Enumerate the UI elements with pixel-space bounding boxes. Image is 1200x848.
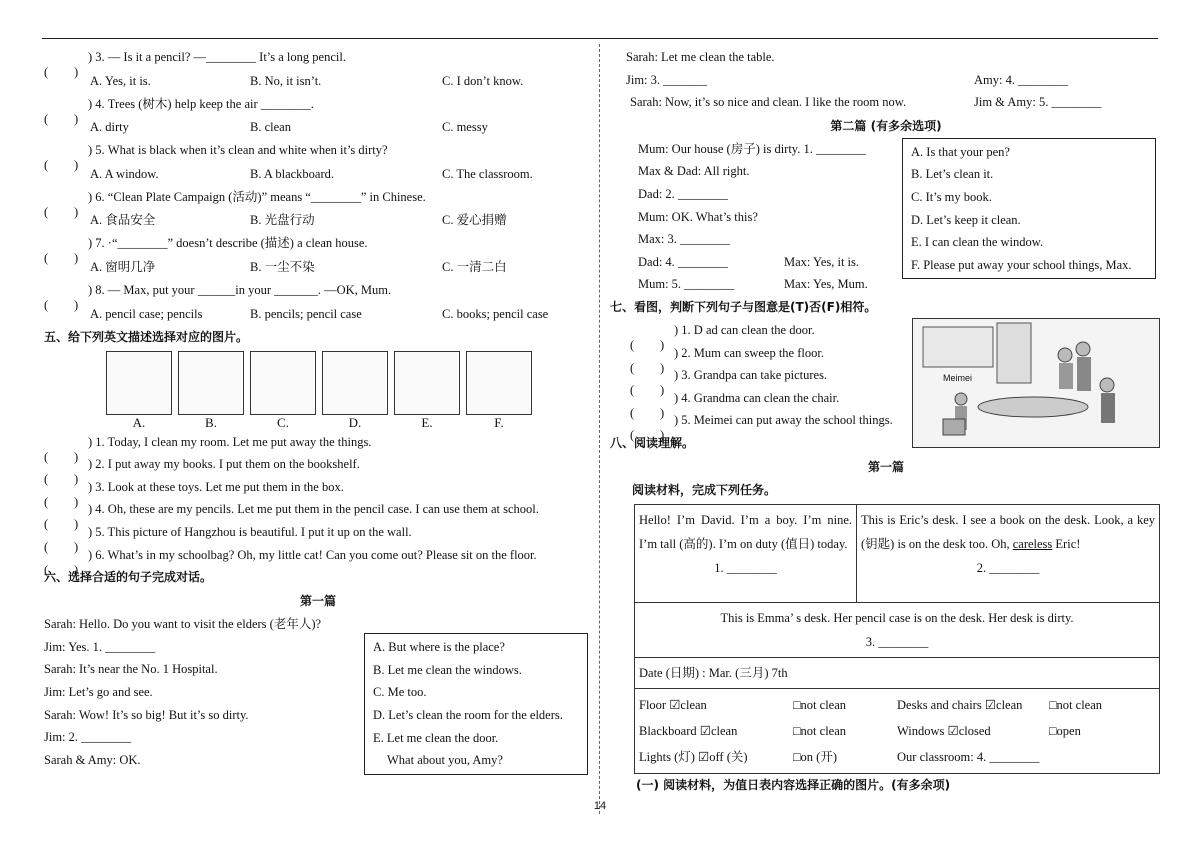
matching-item-6 — [44, 544, 592, 567]
dialog-line: Max: Yes, it is. — [784, 254, 860, 269]
item-text: ) 1. Today, I clean my room. Let me put away the things. — [88, 434, 372, 449]
picture-row — [44, 351, 592, 431]
question-text: — Is it a pencil? —________ It’s a long pencil. — [107, 50, 346, 64]
page-number: 14 — [593, 800, 607, 812]
blank-3: 3. ________ — [865, 634, 929, 649]
item-text: ) 5. This picture of Hangzhou is beautiful. I put it up on the wall. — [88, 524, 412, 539]
duty-cell: Desks and chairs ☑clean — [897, 697, 1023, 712]
family-cleaning-illustration — [912, 318, 1160, 448]
dialog-line: Max & Dad: All right. — [638, 164, 750, 179]
option-a: A. Yes, it is. — [90, 73, 151, 88]
reading-instruction: 阅读材料，完成下列任务。 — [632, 482, 777, 497]
matching-item-1 — [44, 431, 592, 454]
option-a: A. dirty — [90, 120, 129, 135]
dialog-line: Jim: Yes. 1. ________ — [44, 639, 156, 654]
dialog-line: Mum: 5. ________ — [638, 277, 735, 292]
david-text: Hello! I’m David. I’m a boy. I’m nine. I’m tall (高的). I’m on duty (值日) today. — [639, 512, 852, 551]
option-b: B. No, it isn’t. — [250, 73, 322, 88]
dialog-1-options-box — [364, 633, 588, 775]
left-column — [44, 46, 592, 771]
dialog-line: Jim: 2. ________ — [44, 730, 132, 745]
option-f: F. Please put away your school things, Max. — [911, 257, 1132, 272]
boy-pencil-case-illustration — [394, 351, 460, 415]
section-8-title: 八、阅读理解。 — [610, 435, 695, 450]
item-text: ) 1. D ad can clean the door. — [674, 322, 815, 337]
picture-d — [322, 351, 388, 431]
option-a: A. A window. — [90, 166, 159, 181]
boy-wall-picture-illustration — [466, 351, 532, 415]
cell-david — [635, 504, 857, 602]
question-text: ·“________” doesn’t describe (描述) a clean house. — [107, 236, 368, 251]
item-text: ) 5. Meimei can put away the school things. — [674, 413, 893, 428]
duty-cell: □on (开) — [793, 749, 838, 764]
dialog-line: Sarah: Wow! It’s so big! But it’s so dirty. — [44, 707, 249, 722]
blank-2: 2. ________ — [976, 560, 1040, 575]
option-a: A. But where is the place? — [373, 640, 505, 655]
picture-f — [466, 351, 532, 431]
dialog-line: Max: Yes, Mum. — [784, 277, 868, 292]
duty-cell: □not clean — [793, 723, 847, 738]
top-rule — [42, 38, 1158, 39]
meimei-label: Meimei — [943, 373, 973, 383]
reading-part-title: 第一篇 — [867, 459, 904, 474]
question-number: ) 4. — [88, 96, 105, 111]
item-text: ) 3. Grandpa can take pictures. — [674, 368, 828, 383]
question-4 — [44, 93, 592, 116]
emma-text: This is Emma’ s desk. Her pencil case is on the desk. Her desk is dirty. — [720, 610, 1074, 625]
eric-text-end: Eric! — [1055, 536, 1081, 551]
dialog-line: Amy: 4. ________ — [974, 72, 1069, 87]
option-c: C. It’s my book. — [911, 189, 992, 204]
question-text: What is black when it’s clean and white when it’s dirty? — [107, 143, 388, 158]
picture-c — [250, 351, 316, 431]
section-6-title: 六、选择合适的句子完成对话。 — [44, 570, 213, 585]
item-text: ) 4. Grandma can clean the chair. — [674, 390, 840, 405]
question-5 — [44, 139, 592, 162]
options-6 — [44, 208, 592, 232]
question-number: ) 8. — [88, 282, 105, 297]
picture-a — [106, 351, 172, 431]
matching-item-4 — [44, 498, 592, 521]
question-text: “Clean Plate Campaign (活动)” means “________” in Chinese. — [107, 189, 426, 204]
dialog-line: Jim: Let’s go and see. — [44, 684, 153, 699]
cell-emma — [635, 602, 1160, 657]
option-a: A. pencil case; pencils — [90, 306, 203, 321]
options-8 — [44, 302, 592, 326]
picture-label: F. — [494, 414, 504, 430]
option-c: C. 爱心捐赠 — [442, 213, 507, 228]
option-b: B. 一尘不染 — [250, 259, 315, 274]
boy-schoolbag-cat-illustration — [322, 351, 388, 415]
options-5 — [44, 162, 592, 186]
question-number: ) 6. — [88, 189, 105, 204]
question-8 — [44, 279, 592, 302]
option-a: A. Is that your pen? — [911, 144, 1010, 159]
picture-label: D. — [348, 414, 362, 430]
question-number: ) 3. — [88, 50, 105, 64]
item-text: ) 2. Mum can sweep the floor. — [674, 345, 824, 360]
matching-item-5 — [44, 521, 592, 544]
option-c: C. 一清二白 — [442, 259, 507, 274]
dialog-line: Dad: 4. ________ — [638, 254, 728, 269]
option-b: B. 光盘行动 — [250, 213, 315, 228]
scene-svg — [913, 319, 1159, 447]
options-4 — [44, 115, 592, 139]
dialog-line: Dad: 2. ________ — [638, 186, 728, 201]
option-d: D. Let’s keep it clean. — [911, 212, 1021, 227]
duty-row-2 — [639, 718, 1155, 744]
option-a: A. 窗明几净 — [90, 259, 156, 274]
duty-cell: Floor ☑clean — [639, 697, 707, 712]
picture-b — [178, 351, 244, 431]
item-text: ) 6. What’s in my schoolbag? Oh, my little cat! Can you come out? Please sit on the floor. — [88, 547, 537, 562]
picture-label: A. — [132, 414, 146, 430]
duty-cell: Windows ☑closed — [897, 723, 991, 738]
dialog-line: Sarah: Hello. Do you want to visit the elders (老年人)? — [44, 617, 322, 632]
option-a: A. 食品安全 — [90, 213, 156, 228]
duty-cell: □not clean — [793, 697, 847, 712]
option-c: C. I don’t know. — [442, 73, 524, 88]
item-text: ) 2. I put away my books. I put them on the bookshelf. — [88, 457, 360, 472]
options-3 — [44, 69, 592, 93]
dialog-line-pair — [610, 91, 1162, 114]
question-number: ) 7. — [88, 236, 105, 251]
options-7 — [44, 255, 592, 279]
section-7-title: 七、看图，判断下列句子与图意是(T)否(F)相符。 — [610, 299, 877, 314]
part-1-title: 第一篇 — [299, 594, 336, 609]
option-b: B. clean — [250, 120, 291, 135]
duty-cell: □not clean — [1049, 697, 1103, 712]
task-1-title: (一) 阅读材料，为值日表内容选择正确的图片。(有多余项) — [636, 777, 951, 792]
item-text: ) 4. Oh, these are my pencils. Let me put them in the pencil case. I can use them at school. — [88, 502, 539, 517]
dialog-line-pair — [610, 69, 1162, 92]
option-c: C. Me too. — [373, 685, 427, 700]
boy-room-illustration — [250, 351, 316, 415]
boy-bookshelf-illustration — [106, 351, 172, 415]
duty-cell: Our classroom: 4. ________ — [897, 749, 1040, 764]
section-5-title: 五、给下列英文描述选择对应的图片。 — [44, 329, 249, 344]
dialog-line: Sarah: Let me clean the table. — [626, 50, 775, 64]
duty-row-1 — [639, 692, 1155, 718]
blank-1: 1. ________ — [714, 560, 777, 575]
option-b: B. Let’s clean it. — [911, 167, 994, 182]
dialog-line: Max: 3. ________ — [638, 232, 731, 247]
picture-label: B. — [205, 414, 217, 430]
boy-toys-illustration — [178, 351, 244, 415]
matching-item-3 — [44, 476, 592, 499]
cell-date: Date (日期) : Mar. (三月) 7th — [635, 657, 1160, 688]
dialog-line: Sarah: It’s near the No. 1 Hospital. — [44, 662, 218, 677]
option-c: C. messy — [442, 120, 488, 135]
option-b: B. pencils; pencil case — [250, 306, 362, 321]
question-number: ) 5. — [88, 143, 105, 158]
picture-label: E. — [421, 414, 433, 430]
dialog-2 — [610, 138, 1162, 296]
cell-eric — [857, 504, 1160, 602]
question-3 — [44, 46, 592, 69]
eric-text: This is Eric’s desk. I see a book on the desk. Look, a key (钥匙) is on the desk too. Oh, — [861, 512, 1155, 551]
dialog-line: Sarah & Amy: OK. — [44, 752, 141, 767]
dialog-line: Jim & Amy: 5. ________ — [974, 95, 1102, 110]
picture-e — [394, 351, 460, 431]
matching-item-2 — [44, 453, 592, 476]
dialog-2-options-box — [902, 138, 1156, 280]
question-6 — [44, 186, 592, 209]
question-text: — Max, put your ______in your _______. —OK, Mum. — [107, 282, 392, 297]
option-e: E. I can clean the window. — [911, 235, 1044, 250]
item-text: ) 3. Look at these toys. Let me put them in the box. — [88, 479, 344, 494]
option-b: B. Let me clean the windows. — [373, 662, 522, 677]
option-c: C. books; pencil case — [442, 306, 549, 321]
duty-cell: Blackboard ☑clean — [639, 723, 738, 738]
dialog-line: Mum: Our house (房子) is dirty. 1. ________ — [638, 141, 866, 156]
question-7 — [44, 232, 592, 255]
option-e-cont: What about you, Amy? — [387, 753, 503, 768]
dialog-line: Jim: 3. _______ — [626, 72, 707, 87]
reading-table — [634, 504, 1160, 774]
duty-cell: Lights (灯) ☑off (关) — [639, 749, 748, 764]
part-2-title: 第二篇 (有多余选项) — [830, 118, 942, 133]
duty-row-3 — [639, 744, 1155, 770]
careless-word: careless — [1012, 536, 1053, 551]
option-b: B. A blackboard. — [250, 166, 335, 181]
dialog-line: Sarah: Now, it’s so nice and clean. I like the room now. — [630, 95, 907, 110]
duty-table — [635, 688, 1160, 773]
dialog-1 — [44, 613, 592, 771]
option-d: D. Let’s clean the room for the elders. — [373, 707, 563, 722]
column-divider — [599, 44, 600, 814]
dialog-line: Mum: OK. What’s this? — [638, 209, 758, 224]
option-c: C. The classroom. — [442, 166, 533, 181]
option-e: E. Let me clean the door. — [373, 730, 499, 745]
picture-label: C. — [277, 414, 289, 430]
duty-cell: □open — [1049, 723, 1081, 738]
question-text: Trees (树木) help keep the air ________. — [107, 96, 314, 111]
